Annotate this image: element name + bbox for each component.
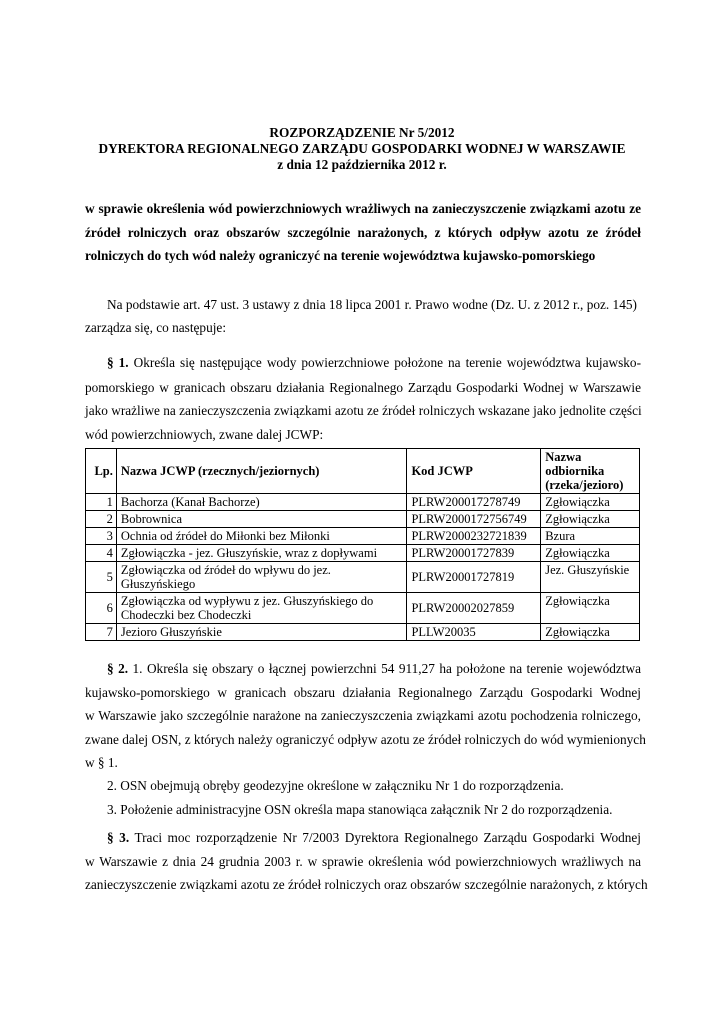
cell-code: PLRW20002027859 bbox=[407, 593, 541, 624]
section-1-line: pomorskiego w granicach obszaru działania Regionalnego Zarządu Gospodarki Wodnej w Warszawie bbox=[85, 380, 641, 395]
section-2-line: kujawsko-pomorskiego w granicach obszaru działania Regionalnego Zarządu Gospodarki Wodnej bbox=[85, 685, 641, 700]
subject-line: źródeł rolniczych oraz obszarów szczególnie narażonych, z których odpływ azotu ze źródeł bbox=[85, 225, 641, 240]
cell-code: PLLW20035 bbox=[407, 624, 541, 641]
header-receiver-line: odbiornika bbox=[545, 464, 605, 478]
cell-name bbox=[116, 593, 407, 624]
section-mark: § 2. bbox=[107, 661, 129, 676]
section-3-line: zanieczyszczenie związkami azotu ze źródeł rolniczych oraz obszarów szczególnie narażonych, z których bbox=[85, 877, 648, 892]
section-2-line: w Warszawie jako szczególnie narażone na zanieczyszczenia związkami azotu pochodzenia rolniczego, bbox=[85, 708, 641, 723]
cell-lp: 7 bbox=[86, 624, 117, 641]
header-code: Kod JCWP bbox=[407, 449, 541, 494]
cell-receiver: Zgłowiączka bbox=[541, 494, 640, 511]
table-row bbox=[86, 545, 640, 562]
table-row bbox=[86, 624, 640, 641]
cell-code: PLRW20001727839 bbox=[407, 545, 541, 562]
section-2-point-2: 2. OSN obejmują obręby geodezyjne określone w załączniku Nr 1 do rozporządzenia. bbox=[107, 778, 564, 793]
cell-name bbox=[116, 562, 407, 593]
section-2-line: w § 1. bbox=[85, 755, 118, 770]
cell-name: Bobrownica bbox=[116, 511, 407, 528]
section-1-line: jako wrażliwe na zanieczyszczenia związkami azotu ze źródeł rolniczych wskazane jako jednolite części bbox=[85, 403, 642, 418]
section-mark: § 1. bbox=[107, 355, 129, 370]
cell-name: Zgłowiączka - jez. Głuszyńskie, wraz z dopływami bbox=[116, 545, 407, 562]
cell-lp: 6 bbox=[86, 593, 117, 624]
cell-name-line: Głuszyńskiego bbox=[120, 577, 196, 591]
section-1-line bbox=[107, 355, 641, 371]
section-2-line: zwane dalej OSN, z których należy ograniczyć odpływ azotu ze źródeł rolniczych do wód wymienionych bbox=[85, 732, 646, 747]
cell-receiver: Zgłowiączka bbox=[541, 511, 640, 528]
section-3-line: w Warszawie z dnia 24 grudnia 2003 r. w sprawie określenia wód powierzchniowych wrażliwych na bbox=[85, 854, 641, 869]
table-row bbox=[86, 494, 640, 511]
regulation-number: ROZPORZĄDZENIE Nr 5/2012 bbox=[269, 125, 455, 140]
cell-code: PLRW2000232721839 bbox=[407, 528, 541, 545]
cell-receiver: Bzura bbox=[541, 528, 640, 545]
cell-name-line: Zgłowiączka od źródeł do wpływu do jez. bbox=[120, 563, 331, 577]
cell-name-line: Chodeczki bez Chodeczki bbox=[120, 608, 252, 622]
table-row bbox=[86, 593, 640, 624]
subject-line: rolniczych do tych wód należy ograniczyć na terenie województwa kujawsko-pomorskiego bbox=[85, 248, 596, 263]
jcwp-table bbox=[85, 448, 640, 641]
header-name: Nazwa JCWP (rzecznych/jeziornych) bbox=[116, 449, 407, 494]
cell-lp: 4 bbox=[86, 545, 117, 562]
issuing-authority: DYREKTORA REGIONALNEGO ZARZĄDU GOSPODARKI WODNEJ W WARSZAWIE bbox=[98, 141, 626, 156]
cell-code: PLRW20001727819 bbox=[407, 562, 541, 593]
section-text: Określa się następujące wody powierzchniowe położone na terenie województwa kujawsko- bbox=[133, 355, 641, 370]
header-receiver bbox=[541, 449, 640, 494]
cell-lp: 1 bbox=[86, 494, 117, 511]
table-row bbox=[86, 562, 640, 593]
subject-line: w sprawie określenia wód powierzchniowych wrażliwych na zanieczyszczenie związkami azotu ze bbox=[85, 201, 641, 216]
preamble-line: zarządza się, co następuje: bbox=[85, 320, 227, 335]
cell-receiver: Zgłowiączka bbox=[541, 624, 640, 641]
section-text: Traci moc rozporządzenie Nr 7/2003 Dyrektora Regionalnego Zarządu Gospodarki Wodnej bbox=[134, 830, 641, 845]
cell-name: Bachorza (Kanał Bachorze) bbox=[116, 494, 407, 511]
header-receiver-line: Nazwa bbox=[545, 450, 582, 464]
cell-receiver: Jez. Głuszyńskie bbox=[541, 562, 640, 593]
cell-receiver: Zgłowiączka bbox=[541, 545, 640, 562]
cell-lp: 5 bbox=[86, 562, 117, 593]
header-lp: Lp. bbox=[86, 449, 117, 494]
cell-lp: 3 bbox=[86, 528, 117, 545]
section-text: 1. Określa się obszary o łącznej powierzchni 54 911,27 ha położone na terenie województwa bbox=[132, 661, 642, 676]
cell-name-line: Zgłowiączka od wypływu z jez. Głuszyńskiego do bbox=[120, 594, 374, 608]
cell-code: PLRW2000172756749 bbox=[407, 511, 541, 528]
cell-name: Ochnia od źródeł do Miłonki bez Miłonki bbox=[116, 528, 407, 545]
section-3-line bbox=[107, 830, 641, 846]
header-receiver-line: (rzeka/jezioro) bbox=[545, 478, 624, 492]
table-header-row bbox=[86, 449, 640, 494]
section-mark: § 3. bbox=[107, 830, 130, 845]
table-row bbox=[86, 511, 640, 528]
table-row bbox=[86, 528, 640, 545]
preamble-line: Na podstawie art. 47 ust. 3 ustawy z dnia 18 lipca 2001 r. Prawo wodne (Dz. U. z 2012 r., poz. 145) bbox=[107, 297, 637, 312]
section-1-line: wód powierzchniowych, zwane dalej JCWP: bbox=[85, 427, 324, 442]
cell-receiver: Zgłowiączka bbox=[541, 593, 640, 624]
section-2-line bbox=[107, 661, 641, 677]
cell-code: PLRW200017278749 bbox=[407, 494, 541, 511]
cell-lp: 2 bbox=[86, 511, 117, 528]
section-2-point-3: 3. Położenie administracyjne OSN określa mapa stanowiąca załącznik Nr 2 do rozporządzenia. bbox=[107, 802, 613, 817]
cell-name: Jezioro Głuszyńskie bbox=[116, 624, 407, 641]
regulation-date: z dnia 12 października 2012 r. bbox=[277, 157, 447, 172]
